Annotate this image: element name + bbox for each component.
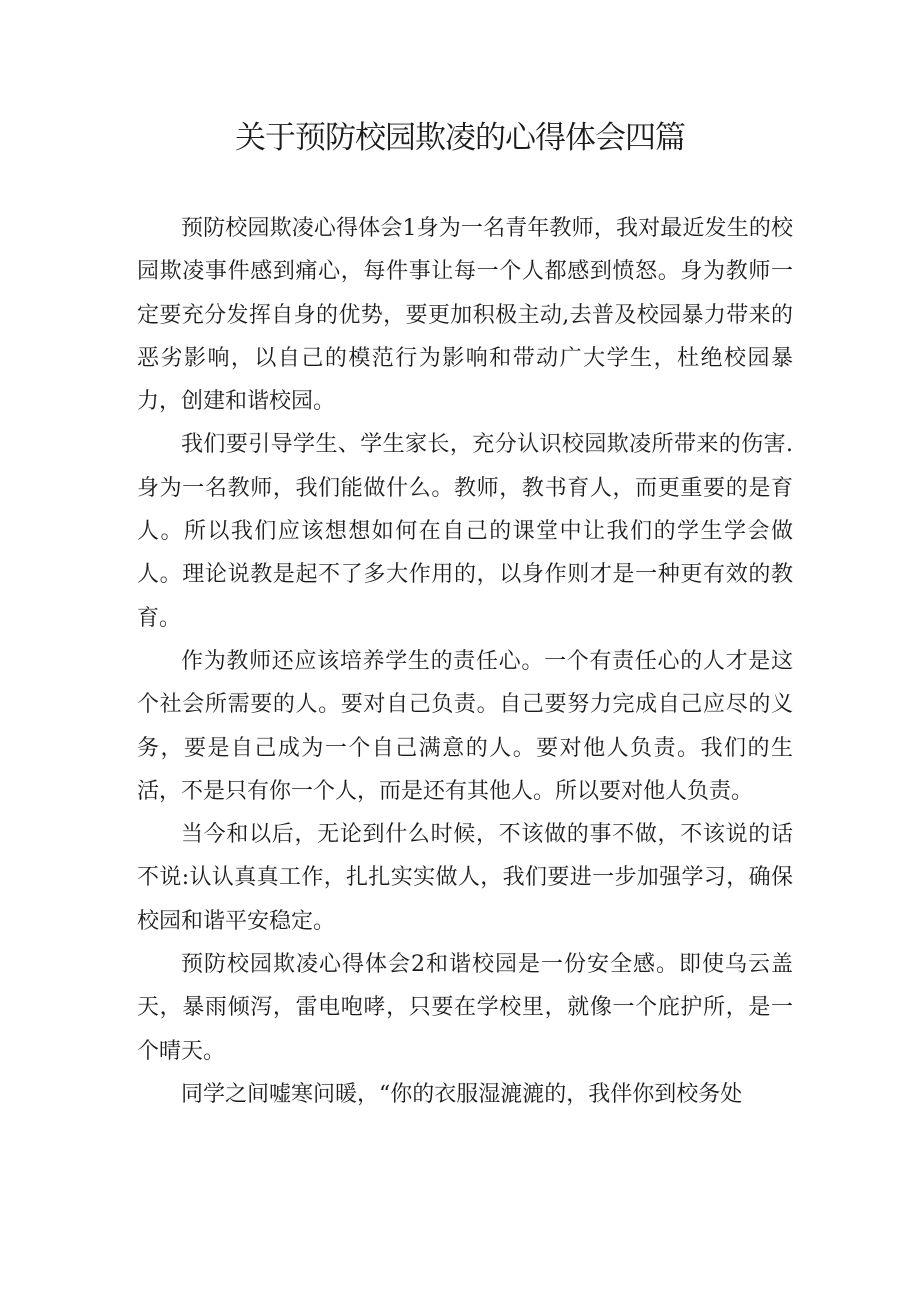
paragraph: 我们要引导学生、学生家长，充分认识校园欺凌所带来的伤害.身为一名教师，我们能做什么。教师，教书育人，而更重要的是育人。所以我们应该想想如何在自己的课堂中让我们的学生学会做人。理论说教是起不了多大作用的，以身作则才是一种更有效的教育。	[137, 432, 793, 631]
document-title: 关于预防校园欺凌的心得体会四篇	[235, 120, 685, 156]
paragraph: 预防校园欺凌心得体会1身为一名青年教师，我对最近发生的校园欺凌事件感到痛心，每件事让每一个人都感到愤怒。身为教师一定要充分发挥自身的优势，要更加积极主动,去普及校园暴力带来的恶劣影响，以自己的模范行为影响和带动广大学生，杜绝校园暴力，创建和谐校园。	[137, 216, 793, 415]
paragraph: 当今和以后，无论到什么时候，不该做的事不做，不该说的话不说:认认真真工作，扎扎实实做人，我们要进一步加强学习，确保校园和谐平安稳定。	[137, 822, 793, 934]
paragraph: 预防校园欺凌心得体会2和谐校园是一份安全感。即使乌云盖天，暴雨倾泻，雷电咆哮，只要在学校里，就像一个庇护所，是一个晴天。	[137, 952, 793, 1064]
paragraph: 同学之间嘘寒问暖，“你的衣服湿漉漉的，我伴你到校务处	[181, 1081, 743, 1107]
document-body	[137, 207, 793, 1116]
paragraph: 作为教师还应该培养学生的责任心。一个有责任心的人才是这个社会所需要的人。要对自己负责。自己要努力完成自己应尽的义务，要是自己成为一个自己满意的人。要对他人负责。我们的生活，不是只有你一个人，而是还有其他人。所以要对他人负责。	[137, 648, 793, 804]
